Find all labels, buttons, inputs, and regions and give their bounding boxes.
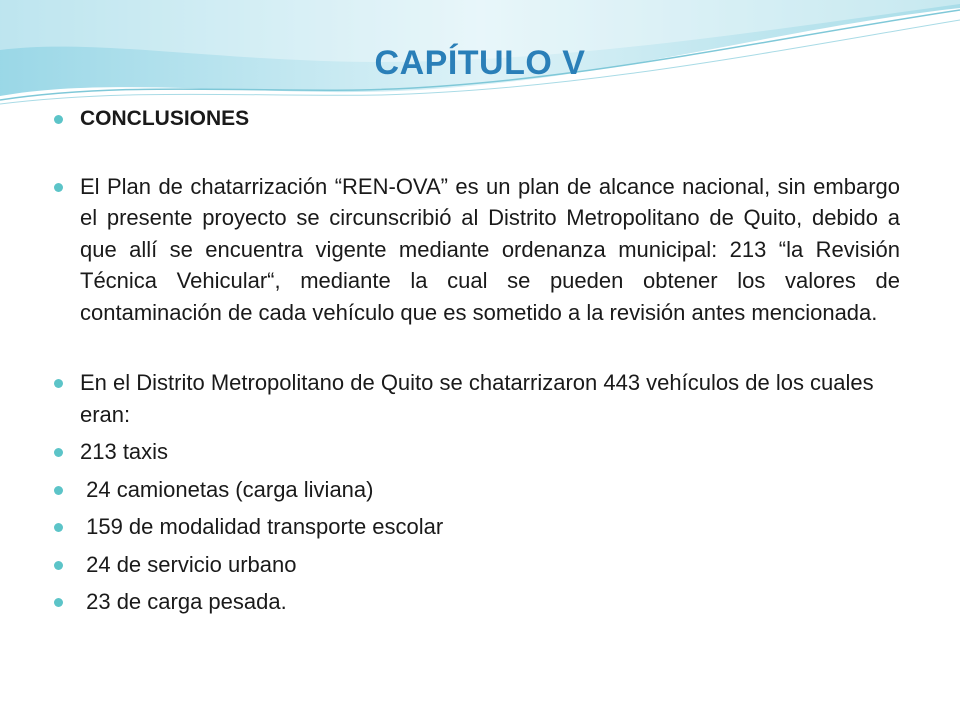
bullet-dot-icon [54, 523, 63, 532]
list-item [50, 549, 900, 581]
bullet-dot-icon [54, 379, 63, 388]
list-item-text: 213 taxis [80, 439, 169, 464]
bullet-heading [50, 103, 900, 135]
list-item-text: 24 camionetas (carga liviana) [80, 476, 374, 502]
bullet-dot-icon [54, 448, 63, 457]
paragraph-1-text: El Plan de chatarrización “REN-OVA” es un plan de alcance nacional, sin embargo el presente proyecto se circunscribió al Distrito Metropolitano de Quito, debido a que allí se encuentra vigente mediante ordenanza municipal: 213 “la Revisión Técnica Vehicular“, mediante la cual se pueden obtener los valores de contaminación de cada vehículo que es sometido a la revisión antes mencionada. [80, 173, 900, 325]
slide-content [50, 100, 900, 618]
list-item-text: 24 de servicio urbano [80, 551, 297, 577]
list-item-text: 23 de carga pesada. [80, 589, 287, 614]
list-item [50, 436, 900, 468]
list-item [50, 511, 900, 543]
bullet-dot-icon [54, 486, 63, 495]
list-item-text: 159 de modalidad transporte escolar [80, 514, 444, 539]
bullet-paragraph-2 [50, 367, 900, 430]
list-item [50, 586, 900, 618]
bullet-dot-icon [54, 598, 63, 607]
paragraph-2-text: En el Distrito Metropolitano de Quito se chatarrizaron 443 vehículos de los cuales eran: [80, 370, 874, 427]
list-item [50, 474, 900, 506]
slide-title: CAPÍTULO V [374, 44, 586, 82]
bullet-dot-icon [54, 115, 63, 124]
bullet-dot-icon [54, 561, 63, 570]
bullet-paragraph-1 [50, 171, 900, 329]
heading-text: CONCLUSIONES [80, 107, 250, 130]
bullet-dot-icon [54, 183, 63, 192]
